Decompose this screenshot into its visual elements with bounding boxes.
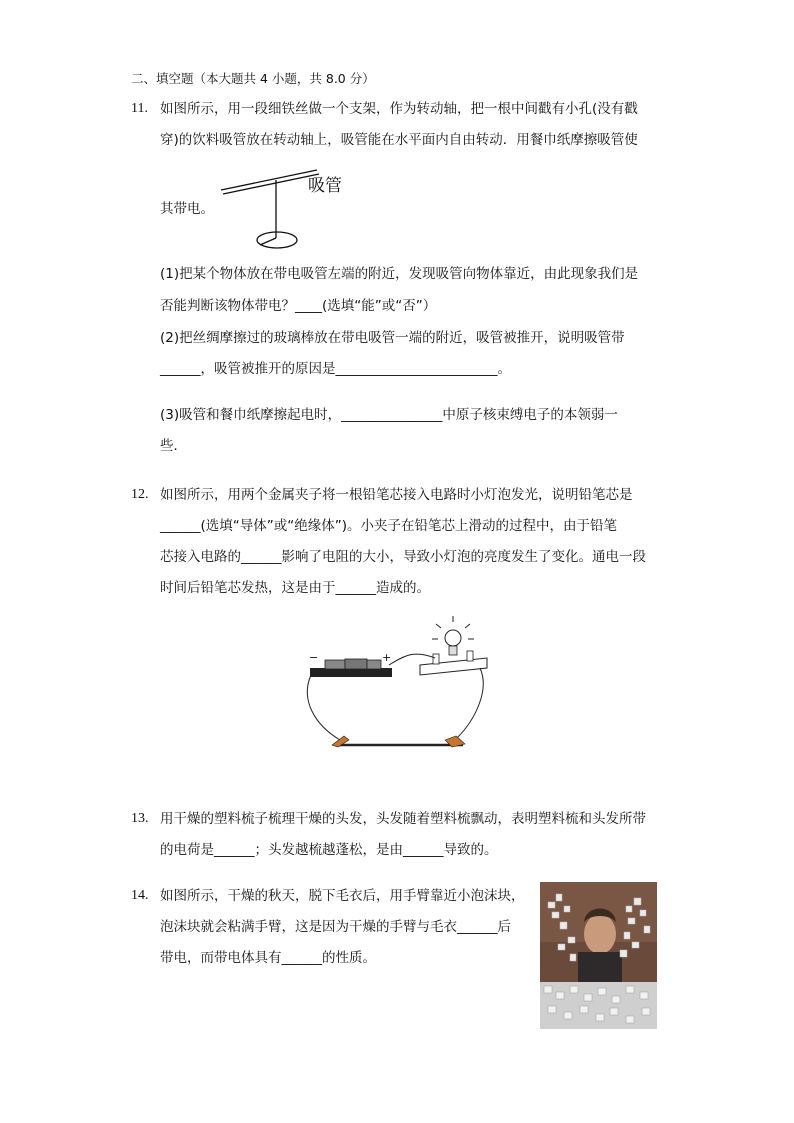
question-14-number: 14. <box>131 888 149 903</box>
q11-line-3: 其带电。 <box>160 201 214 217</box>
q12-line-1: 如图所示，用两个金属夹子将一根铅笔芯接入电路时小灯泡发光，说明铅笔芯是 <box>160 487 633 503</box>
q11-line-5: 否能判断该物体带电？____(选填“能”或“否”） <box>160 298 437 314</box>
question-12-number: 12. <box>131 487 149 502</box>
battery-minus-label: − <box>309 651 319 664</box>
q13-line-2: 的电荷是______；头发越梳越蓬松，是由______导致的。 <box>160 842 498 858</box>
q13-line-1: 用干燥的塑料梳子梳理干燥的头发，头发随着塑料梳飘动，表明塑料梳和头发所带 <box>160 811 646 827</box>
q14-line-1: 如图所示，干燥的秋天，脱下毛衣后，用手臂靠近小泡沫块， <box>160 888 525 904</box>
q11-line-1: 如图所示，用一段细铁丝做一个支架，作为转动轴，把一根中间戳有小孔(没有戳 <box>160 101 638 117</box>
q14-line-2: 泡沫块就会粘满手臂，这是因为干燥的手臂与毛衣______后 <box>160 919 511 935</box>
q12-line-3: 芯接入电路的______影响了电阻的大小，导致小灯泡的亮度发生了变化。通电一段 <box>160 549 646 565</box>
q11-line-4: (1)把某个物体放在带电吸管左端的附近，发现吸管向物体靠近，由此现象我们是 <box>160 266 639 282</box>
q14-line-3: 带电，而带电体具有______的性质。 <box>160 950 376 966</box>
straw-figure-label: 吸管 <box>308 176 342 196</box>
q11-line-2: 穿)的饮料吸管放在转动轴上，吸管能在水平面内自由转动．用餐巾纸摩擦吸管使 <box>160 132 638 148</box>
q11-line-6: (2)把丝绸摩擦过的玻璃棒放在带电吸管一端的附近，吸管被推开，说明吸管带 <box>160 330 625 346</box>
section-title: 二、填空题（本大题共 4 小题，共 8.0 分） <box>131 71 375 86</box>
question-11-number: 11. <box>131 101 148 116</box>
battery-plus-label: + <box>382 651 392 664</box>
q11-line-7: ______，吸管被推开的原因是________________________。 <box>160 361 511 377</box>
question-13-number: 13. <box>131 811 149 826</box>
q12-line-2: ______(选填“导体”或“绝缘体”)。小夹子在铅笔芯上滑动的过程中，由于铅笔 <box>160 518 618 534</box>
circuit-figure <box>305 620 495 755</box>
q11-line-8: (3)吸管和餐巾纸摩擦起电时，_______________中原子核束缚电子的本领弱一 <box>160 407 618 423</box>
foam-arm-photo <box>540 882 657 1029</box>
q12-line-4: 时间后铅笔芯发热，这是由于______造成的。 <box>160 580 430 596</box>
q11-line-9: 些． <box>160 438 187 454</box>
